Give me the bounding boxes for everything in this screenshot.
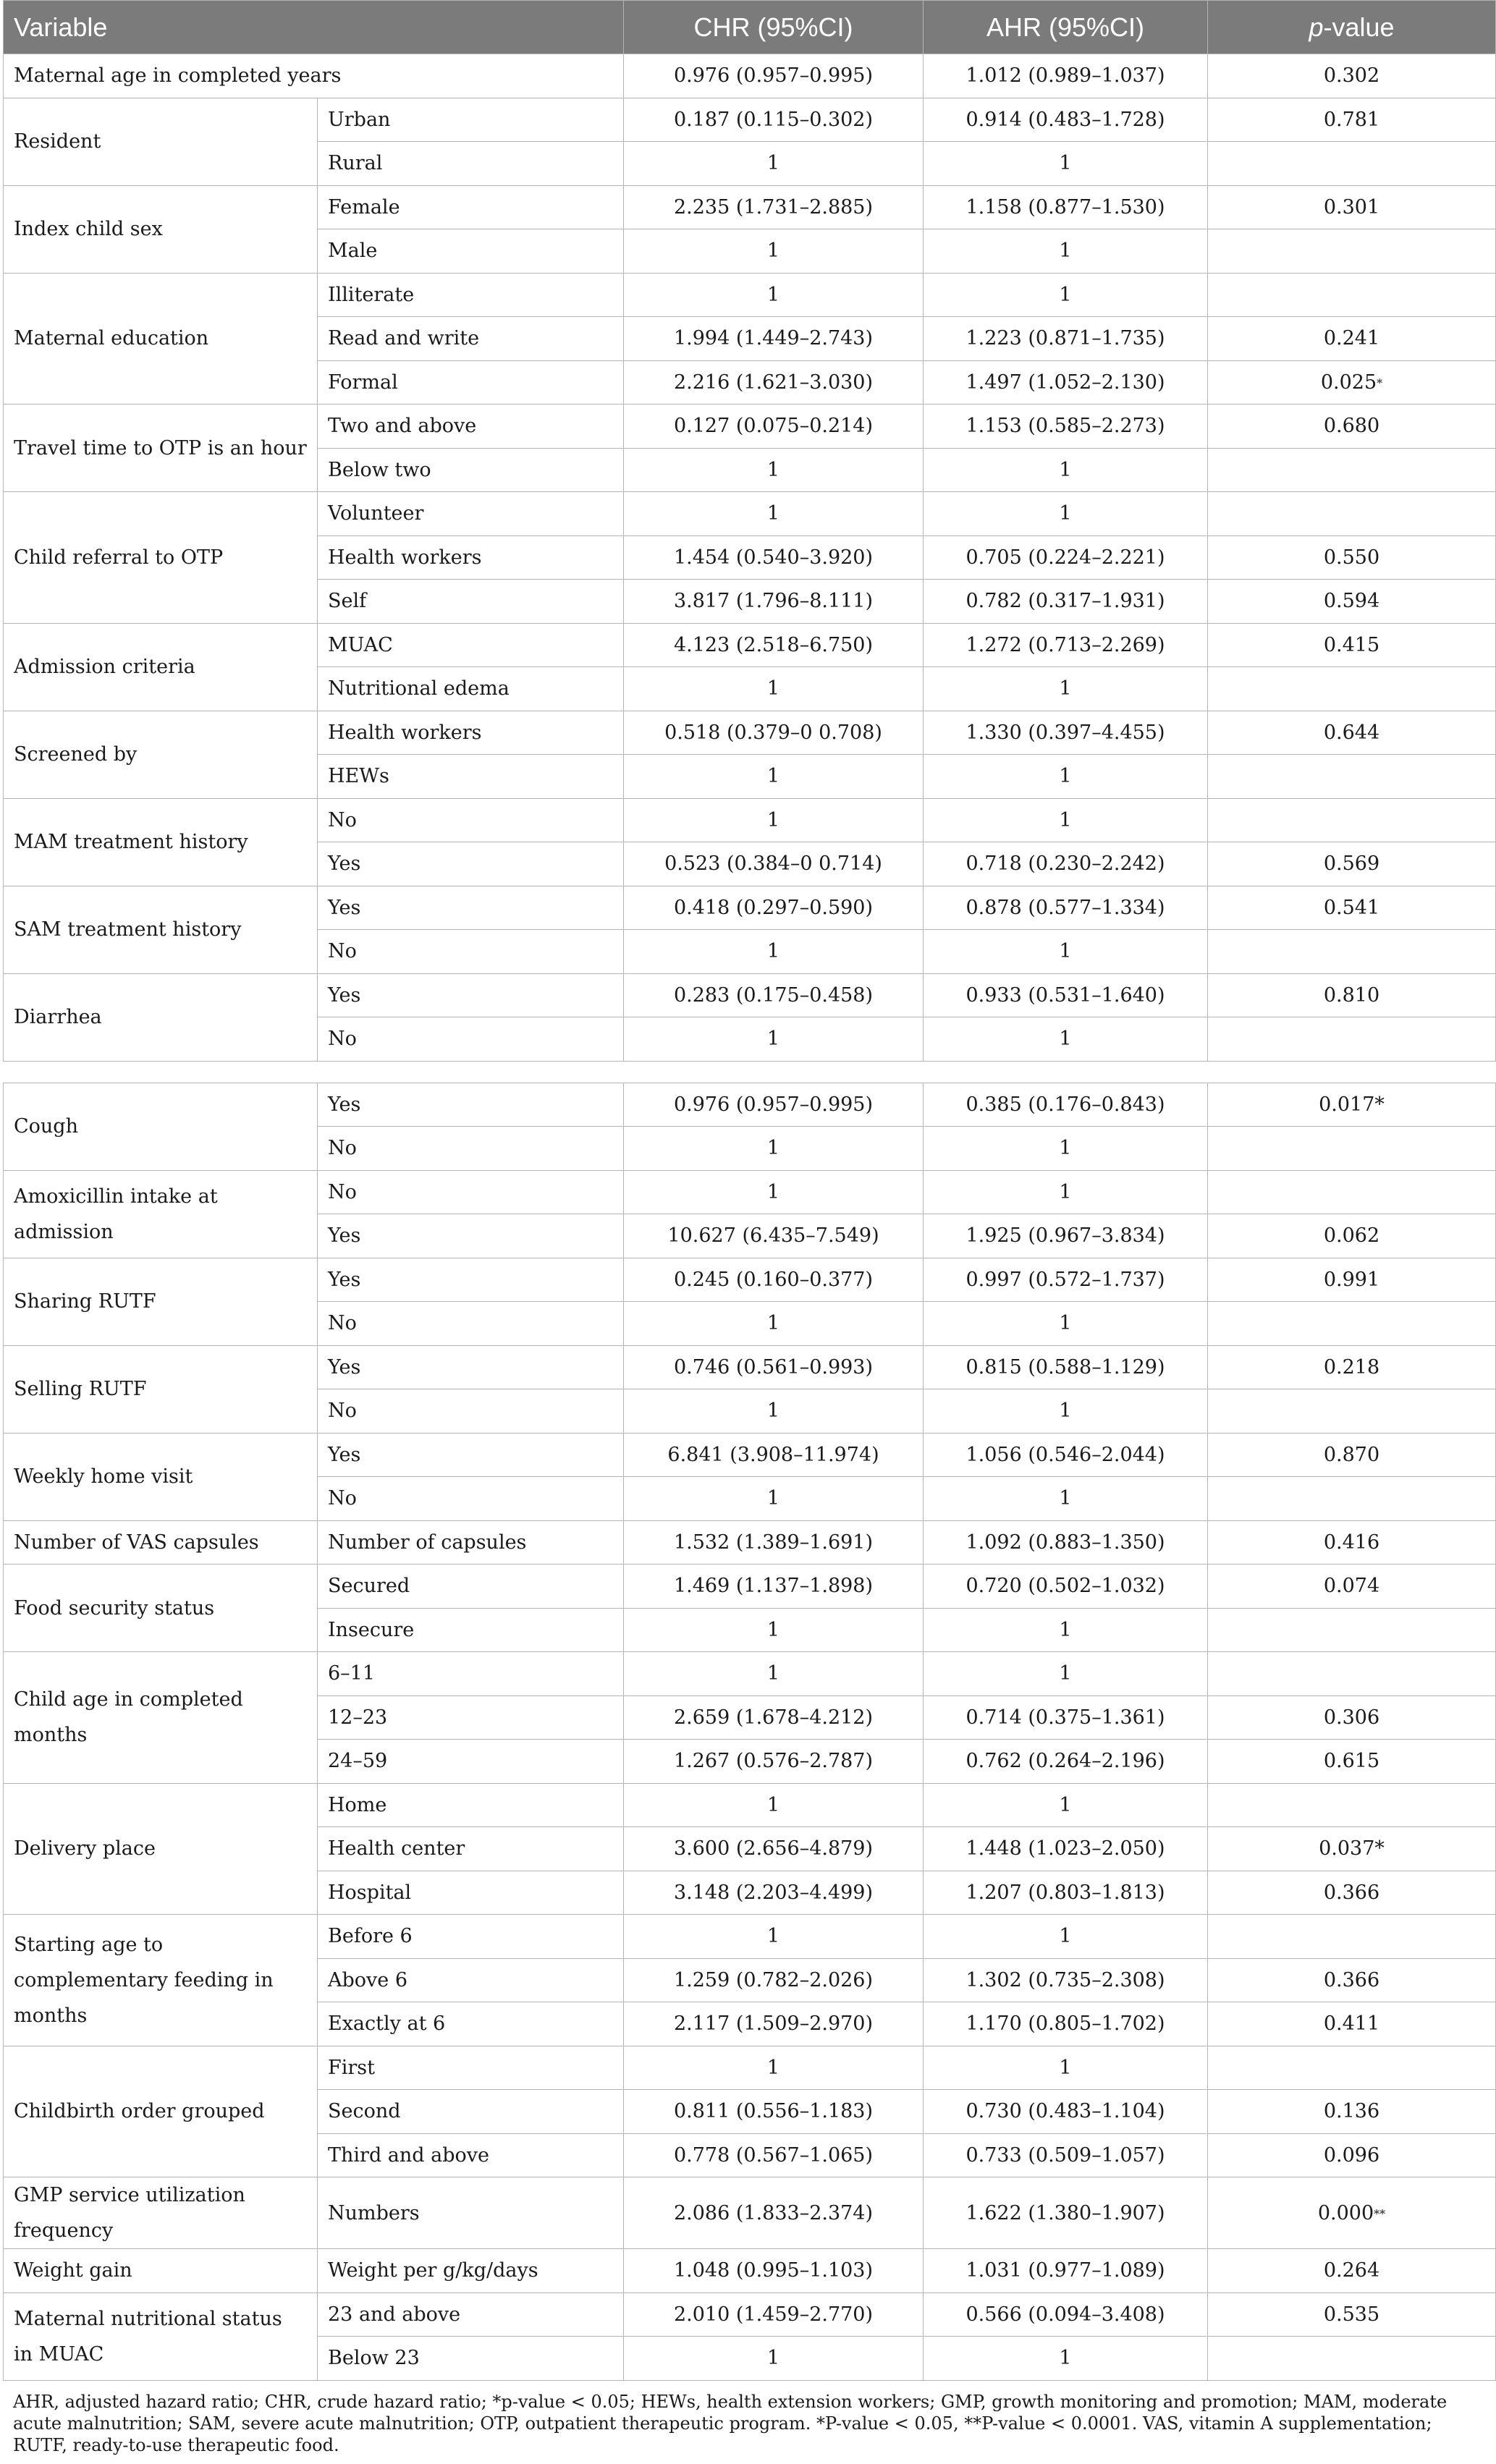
chr-cell: 1.267 (0.576–2.787) [624,1740,924,1784]
header-p-value [1208,1,1496,54]
category-cell: Yes [318,886,624,930]
category-cell: 12–23 [318,1695,624,1740]
category-cell: Rural [318,142,624,186]
table-row [4,1915,1496,1959]
variable-cell: Sharing RUTF [4,1258,318,1345]
table-row [4,1783,1496,1827]
category-cell: Male [318,229,624,274]
table-row [4,2046,1496,2090]
chr-cell: 1.259 (0.782–2.026) [624,1958,924,2002]
ahr-cell: 1.925 (0.967–3.834) [924,1214,1208,1258]
variable-cell: Child age in completed months [4,1652,318,1784]
chr-cell: 1.994 (1.449–2.743) [624,317,924,361]
ahr-cell: 1 [924,273,1208,317]
category-cell: Numbers [318,2177,624,2249]
ahr-cell: 0.933 (0.531–1.640) [924,973,1208,1017]
chr-cell: 1 [624,1170,924,1214]
category-cell: Illiterate [318,273,624,317]
variable-cell: Maternal age in completed years [4,54,624,98]
p-value-cell [1208,1783,1496,1827]
chr-cell: 6.841 (3.908–11.974) [624,1433,924,1477]
ahr-cell: 1 [924,798,1208,842]
ahr-cell: 1 [924,229,1208,274]
category-cell: Yes [318,1258,624,1302]
chr-cell: 1 [624,229,924,274]
ahr-cell: 1 [924,2337,1208,2381]
ahr-cell: 1.448 (1.023–2.050) [924,1827,1208,1871]
variable-cell: Resident [4,98,318,185]
chr-cell: 1 [624,755,924,799]
ahr-cell: 1 [924,1915,1208,1959]
category-cell: Hospital [318,1871,624,1915]
p-value-cell: 0.301 [1208,185,1496,229]
chr-cell: 1 [624,142,924,186]
p-value-cell: 0.264 [1208,2249,1496,2293]
variable-cell: Amoxicillin intake at admission [4,1170,318,1258]
table-row [4,2292,1496,2337]
table-row [4,1345,1496,1389]
chr-cell: 0.523 (0.384–0 0.714) [624,842,924,886]
chr-cell: 2.086 (1.833–2.374) [624,2177,924,2249]
table-row [4,185,1496,229]
variable-cell: Number of VAS capsules [4,1520,318,1565]
ahr-cell: 1.158 (0.877–1.530) [924,185,1208,229]
variable-cell: Maternal education [4,273,318,405]
category-cell: No [318,1302,624,1346]
ahr-cell: 1.223 (0.871–1.735) [924,317,1208,361]
chr-cell: 0.518 (0.379–0 0.708) [624,711,924,755]
p-value-cell: 0.594 [1208,580,1496,624]
category-cell: MUAC [318,623,624,667]
ahr-cell: 0.782 (0.317–1.931) [924,580,1208,624]
chr-cell: 4.123 (2.518–6.750) [624,623,924,667]
category-cell: 6–11 [318,1652,624,1696]
p-value-cell [1208,2046,1496,2090]
category-cell: Urban [318,98,624,142]
chr-cell: 1.454 (0.540–3.920) [624,535,924,580]
chr-cell: 0.778 (0.567–1.065) [624,2133,924,2177]
chr-cell: 1 [624,1017,924,1062]
p-value-cell [1208,1017,1496,1062]
category-cell: Weight per g/kg/days [318,2249,624,2293]
category-cell: Before 6 [318,1915,624,1959]
p-value-cell: 0.074 [1208,1565,1496,1609]
category-cell: First [318,2046,624,2090]
ahr-cell: 0.730 (0.483–1.104) [924,2090,1208,2134]
header-chr: CHR (95%CI) [624,1,924,54]
variable-cell: Selling RUTF [4,1345,318,1433]
category-cell: Health workers [318,535,624,580]
variable-cell: Travel time to OTP is an hour [4,405,318,492]
p-value-cell [1208,1652,1496,1696]
chr-cell: 1 [624,1389,924,1434]
table-row [4,98,1496,142]
ahr-cell: 1 [924,1302,1208,1346]
table-body [4,54,1496,2381]
p-value-cell: 0.218 [1208,1345,1496,1389]
p-value-text: 0.025 [1320,371,1377,394]
table-header [4,1,1496,54]
p-value-cell: 0.541 [1208,886,1496,930]
chr-cell: 0.418 (0.297–0.590) [624,886,924,930]
header-variable: Variable [4,1,624,54]
ahr-cell: 1 [924,142,1208,186]
chr-cell: 1 [624,273,924,317]
category-cell: No [318,1170,624,1214]
table-row [4,711,1496,755]
p-value-cell [1208,1302,1496,1346]
ahr-cell: 1.207 (0.803–1.813) [924,1871,1208,1915]
p-value-cell [1208,360,1496,405]
p-value-cell: 0.302 [1208,54,1496,98]
p-value-cell [1208,798,1496,842]
p-value-cell: 0.366 [1208,1871,1496,1915]
ahr-cell: 1 [924,755,1208,799]
p-value-cell: 0.037* [1208,1827,1496,1871]
category-cell: 23 and above [318,2292,624,2337]
category-cell: Yes [318,1214,624,1258]
chr-cell: 1 [624,1783,924,1827]
p-value-cell: 0.136 [1208,2090,1496,2134]
p-value-cell: 0.411 [1208,2002,1496,2046]
chr-cell: 1 [624,798,924,842]
table-row [4,886,1496,930]
p-value-cell [1208,667,1496,711]
chr-cell: 0.127 (0.075–0.214) [624,405,924,449]
ahr-cell: 0.878 (0.577–1.334) [924,886,1208,930]
chr-cell: 0.283 (0.175–0.458) [624,973,924,1017]
p-value-cell: 0.810 [1208,973,1496,1017]
p-value-cell [1208,492,1496,536]
variable-cell: Diarrhea [4,973,318,1061]
ahr-cell: 0.385 (0.176–0.843) [924,1083,1208,1127]
category-cell: Health workers [318,711,624,755]
chr-cell: 0.976 (0.957–0.995) [624,1083,924,1127]
p-value-cell [1208,1127,1496,1171]
p-value-cell: 0.535 [1208,2292,1496,2337]
chr-cell: 1 [624,667,924,711]
category-cell: No [318,1389,624,1434]
chr-cell: 3.600 (2.656–4.879) [624,1827,924,1871]
chr-cell: 1 [624,1915,924,1959]
chr-cell: 1 [624,2337,924,2381]
ahr-cell: 0.720 (0.502–1.032) [924,1565,1208,1609]
ahr-cell: 1 [924,667,1208,711]
ahr-cell: 1 [924,1652,1208,1696]
p-value-cell [1208,2177,1496,2249]
category-cell: Secured [318,1565,624,1609]
category-cell: Female [318,185,624,229]
p-value-cell: 0.062 [1208,1214,1496,1258]
table-row [4,973,1496,1017]
ahr-cell: 1.031 (0.977–1.089) [924,2249,1208,2293]
p-value-cell [1208,1915,1496,1959]
chr-cell: 1 [624,1608,924,1652]
p-value-text: 0.000 [1317,2201,1374,2224]
gap-cell [4,1061,1496,1083]
ahr-cell: 1.330 (0.397–4.455) [924,711,1208,755]
chr-cell: 1 [624,1477,924,1521]
p-value-cell: 0.644 [1208,711,1496,755]
hazard-ratio-table [3,0,1496,2381]
table-row [4,1565,1496,1609]
header-p-suffix: -value [1323,12,1395,42]
category-cell: No [318,1477,624,1521]
chr-cell: 1 [624,492,924,536]
ahr-cell: 0.762 (0.264–2.196) [924,1740,1208,1784]
ahr-cell: 0.566 (0.094–3.408) [924,2292,1208,2337]
p-value-cell: 0.569 [1208,842,1496,886]
chr-cell: 1 [624,2046,924,2090]
variable-cell: Child referral to OTP [4,492,318,624]
variable-cell: Maternal nutritional status in MUAC [4,2292,318,2380]
chr-cell: 2.659 (1.678–4.212) [624,1695,924,1740]
chr-cell: 2.117 (1.509–2.970) [624,2002,924,2046]
chr-cell: 0.245 (0.160–0.377) [624,1258,924,1302]
chr-cell: 1 [624,1127,924,1171]
chr-cell: 2.235 (1.731–2.885) [624,185,924,229]
p-value-cell: 0.416 [1208,1520,1496,1565]
ahr-cell: 1.302 (0.735–2.308) [924,1958,1208,2002]
ahr-cell: 1.272 (0.713–2.269) [924,623,1208,667]
p-value-cell: 0.366 [1208,1958,1496,2002]
category-cell: Yes [318,842,624,886]
category-cell: No [318,1017,624,1062]
p-value-cell [1208,755,1496,799]
category-cell: Volunteer [318,492,624,536]
category-cell: Health center [318,1827,624,1871]
category-cell: Yes [318,1345,624,1389]
ahr-cell: 1 [924,1127,1208,1171]
variable-cell: Admission criteria [4,623,318,711]
ahr-cell: 0.705 (0.224–2.221) [924,535,1208,580]
ahr-cell: 1 [924,1608,1208,1652]
ahr-cell: 0.714 (0.375–1.361) [924,1695,1208,1740]
category-cell: Third and above [318,2133,624,2177]
category-cell: Yes [318,1433,624,1477]
category-cell: Below 23 [318,2337,624,2381]
significance-mark: ** [1374,2206,1386,2221]
variable-cell: Screened by [4,711,318,798]
variable-cell: Delivery place [4,1783,318,1915]
ahr-cell: 1 [924,1783,1208,1827]
p-value-cell: 0.991 [1208,1258,1496,1302]
ahr-cell: 1 [924,492,1208,536]
chr-cell: 1 [624,448,924,492]
header-row [4,1,1496,54]
p-value-cell [1208,1389,1496,1434]
chr-cell: 0.976 (0.957–0.995) [624,54,924,98]
p-value-cell [1208,273,1496,317]
table-row [4,1520,1496,1565]
variable-cell: Cough [4,1083,318,1170]
ahr-cell: 1.056 (0.546–2.044) [924,1433,1208,1477]
chr-cell: 1.532 (1.389–1.691) [624,1520,924,1565]
p-value-cell [1208,930,1496,974]
ahr-cell: 1 [924,2046,1208,2090]
ahr-cell: 0.914 (0.483–1.728) [924,98,1208,142]
chr-cell: 1 [624,1302,924,1346]
category-cell: Two and above [318,405,624,449]
chr-cell: 3.148 (2.203–4.499) [624,1871,924,1915]
ahr-cell: 1 [924,1477,1208,1521]
p-value-cell [1208,229,1496,274]
chr-cell: 0.187 (0.115–0.302) [624,98,924,142]
header-ahr: AHR (95%CI) [924,1,1208,54]
table-row [4,1433,1496,1477]
chr-cell: 2.010 (1.459–2.770) [624,2292,924,2337]
p-value-cell: 0.415 [1208,623,1496,667]
category-cell: No [318,1127,624,1171]
table-row [4,1170,1496,1214]
p-value-cell [1208,448,1496,492]
ahr-cell: 1.170 (0.805–1.702) [924,2002,1208,2046]
chr-cell: 1.048 (0.995–1.103) [624,2249,924,2293]
category-cell: Exactly at 6 [318,2002,624,2046]
category-cell: Insecure [318,1608,624,1652]
significance-mark: * [1377,376,1383,390]
p-value-cell [1208,2337,1496,2381]
p-value-cell [1208,1477,1496,1521]
category-cell: Read and write [318,317,624,361]
p-value-cell: 0.781 [1208,98,1496,142]
p-value-cell: 0.306 [1208,1695,1496,1740]
variable-cell: SAM treatment history [4,886,318,973]
category-cell: No [318,798,624,842]
ahr-cell: 0.997 (0.572–1.737) [924,1258,1208,1302]
ahr-cell: 1.012 (0.989–1.037) [924,54,1208,98]
p-value-cell: 0.241 [1208,317,1496,361]
chr-cell: 2.216 (1.621–3.030) [624,360,924,405]
ahr-cell: 1 [924,1389,1208,1434]
category-cell: Second [318,2090,624,2134]
category-cell: Self [318,580,624,624]
table-row [4,492,1496,536]
variable-cell: Starting age to complementary feeding in months [4,1915,318,2046]
p-value-cell: 0.017* [1208,1083,1496,1127]
category-cell: Nutritional edema [318,667,624,711]
category-cell: Formal [318,360,624,405]
ahr-cell: 1 [924,930,1208,974]
ahr-cell: 0.815 (0.588–1.129) [924,1345,1208,1389]
table-footnote: AHR, adjusted hazard ratio; CHR, crude hazard ratio; *p-value < 0.05; HEWs, health extension workers; GMP, growth monitoring and promotion; MAM, moderate acute malnutrition; SAM, severe acute malnutrition; OTP, outpatient therapeutic program. *P-value < 0.05, **P-value < 0.0001. VAS, vitamin A supplementation; RUTF, ready-to-use therapeutic food. [13,2391,1448,2455]
ahr-cell: 0.718 (0.230–2.242) [924,842,1208,886]
table-row [4,623,1496,667]
p-value-cell: 0.870 [1208,1433,1496,1477]
variable-cell: Index child sex [4,185,318,273]
p-value-cell: 0.680 [1208,405,1496,449]
category-cell: HEWs [318,755,624,799]
chr-cell: 10.627 (6.435–7.549) [624,1214,924,1258]
table-row [4,273,1496,317]
ahr-cell: 1 [924,1170,1208,1214]
ahr-cell: 1.153 (0.585–2.273) [924,405,1208,449]
ahr-cell: 1 [924,1017,1208,1062]
header-p-letter: p [1309,12,1324,42]
p-value-cell: 0.615 [1208,1740,1496,1784]
variable-cell: Weight gain [4,2249,318,2293]
variable-cell: Weekly home visit [4,1433,318,1520]
category-cell: Home [318,1783,624,1827]
variable-cell: GMP service utilization frequency [4,2177,318,2249]
p-value-cell: 0.550 [1208,535,1496,580]
variable-cell: Childbirth order grouped [4,2046,318,2177]
table-gap [4,1061,1496,1083]
table-row [4,798,1496,842]
category-cell: Above 6 [318,1958,624,2002]
table-row [4,54,1496,98]
ahr-cell: 1.092 (0.883–1.350) [924,1520,1208,1565]
chr-cell: 0.746 (0.561–0.993) [624,1345,924,1389]
category-cell: Number of capsules [318,1520,624,1565]
chr-cell: 0.811 (0.556–1.183) [624,2090,924,2134]
category-cell: 24–59 [318,1740,624,1784]
category-cell: Yes [318,1083,624,1127]
chr-cell: 1 [624,930,924,974]
table-row [4,2249,1496,2293]
ahr-cell: 1.622 (1.380–1.907) [924,2177,1208,2249]
p-value-cell [1208,1170,1496,1214]
p-value-cell [1208,142,1496,186]
p-value-cell [1208,1608,1496,1652]
category-cell: Yes [318,973,624,1017]
chr-cell: 3.817 (1.796–8.111) [624,580,924,624]
table-row [4,2177,1496,2249]
category-cell: No [318,930,624,974]
table-row [4,1652,1496,1696]
p-value-cell: 0.096 [1208,2133,1496,2177]
category-cell: Below two [318,448,624,492]
chr-cell: 1.469 (1.137–1.898) [624,1565,924,1609]
table-row [4,1083,1496,1127]
variable-cell: MAM treatment history [4,798,318,886]
ahr-cell: 1 [924,448,1208,492]
chr-cell: 1 [624,1652,924,1696]
table-row [4,405,1496,449]
variable-cell: Food security status [4,1565,318,1652]
table-row [4,1258,1496,1302]
ahr-cell: 0.733 (0.509–1.057) [924,2133,1208,2177]
ahr-cell: 1.497 (1.052–2.130) [924,360,1208,405]
